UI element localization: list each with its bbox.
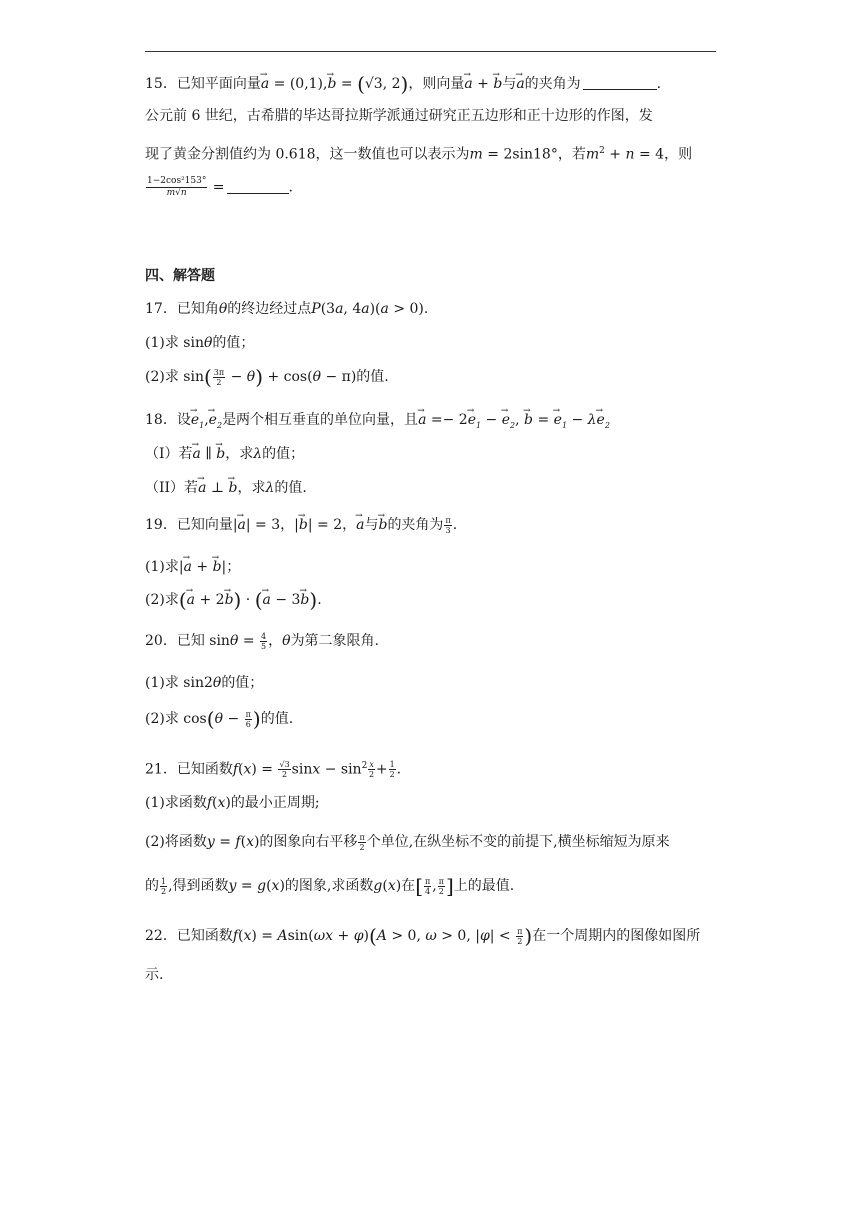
question-21: 21．已知函数f(x) = $\frac{√3}{2}$ $\sin x - \sin^2$ $\frac{x}{2}$ + $\frac{1}{2}$ . <box>145 760 402 780</box>
q19-part-1: (1)求|→ a + → b|； <box>145 557 240 577</box>
q19-part-2: (2)求(→ a + 2→ b) · (→ a − 3→ b). <box>145 590 322 610</box>
q15-number: 15． <box>145 76 177 92</box>
q16-text-1: 公元前 6 世纪，古希腊的毕达哥拉斯学派通过研究正五边形和正十边形的作图，发 <box>145 108 653 124</box>
question-16-line-3: $\frac{\text{1−2cos²153°}}{m√n}$ = . <box>147 176 293 198</box>
q16-fraction: $\frac{\text{1−2cos²153°}}{m√n}$ <box>147 176 207 198</box>
q20-part-1: (1)求 sin2θ的值； <box>145 675 264 691</box>
question-18: 18．设→ $e_1,\to e_2$是两个相互垂直的单位向量，且→ $a =- 2\to e_1$ − → $e_2$, → b = → $e_1 - \lambda\to e_2$ <box>145 410 610 436</box>
question-16-line-2: 现了黄金分割值约为 0.618，这一数值也可以表示为m = 2sin18°，若$m^2 + n = 4$，则 <box>145 146 693 163</box>
q21-part-2b: 的 $\frac{1}{2}$ ,得到函数y = g(x)的图象,求函数g(x)在[ $\frac{\pi}{4}$ , $\frac{\pi}{2}$ ]上的最值. <box>145 874 515 898</box>
q21-part-2a: (2)将函数y = f(x)的图象向右平移 $\frac{\pi}{2}$ 个单位,在纵坐标不变的前提下,横坐标缩短为原来 <box>145 832 670 852</box>
question-22: 22．已知函数f(x) = Asin(ωx + φ)(A > 0, ω > 0, |φ| < $\frac{\pi}{2}$ )在一个周期内的图像如图所 <box>145 924 701 948</box>
q17-part-1: (1)求 sinθ的值； <box>145 335 255 351</box>
question-16-line-1 <box>145 106 653 126</box>
question-20: 20．已知 sinθ = $\frac{4}{5}$ ，θ为第二象限角. <box>145 631 380 651</box>
question-19: 19．已知向量|→ a| = 3，|→ b| = 2，→ a与→ b的夹角为 $\frac{\pi}{3}$ . <box>145 515 457 535</box>
q20-part-2: (2)求 cos(θ − $\frac{\pi}{6}$ )的值. <box>145 707 294 731</box>
q18-part-2: （II）若→ a ⊥ → b，求λ的值. <box>145 478 307 498</box>
q21-part-1: (1)求函数f(x)的最小正周期; <box>145 795 320 811</box>
question-15: 15．已知平面向量→ a = (0,1),→ b = (√3, 2)，则向量→ a + → b与→ a的夹角为 . <box>145 74 661 94</box>
section-heading: 四、解答题 <box>145 268 215 284</box>
answer-blank-15 <box>583 75 657 90</box>
question-17: 17．已知角θ的终边经过点P(3a, 4a)(a > 0). <box>145 301 429 317</box>
q17-part-2: (2)求 sin( $\frac{3\pi}{2}$ − θ) + cos(θ − π)的值. <box>145 365 389 389</box>
question-22-cont: 示. <box>145 967 164 983</box>
header-rule <box>145 51 716 52</box>
q18-part-1: （I）若→ a ∥ → b，求λ的值； <box>145 444 304 464</box>
answer-blank-16 <box>227 179 289 194</box>
